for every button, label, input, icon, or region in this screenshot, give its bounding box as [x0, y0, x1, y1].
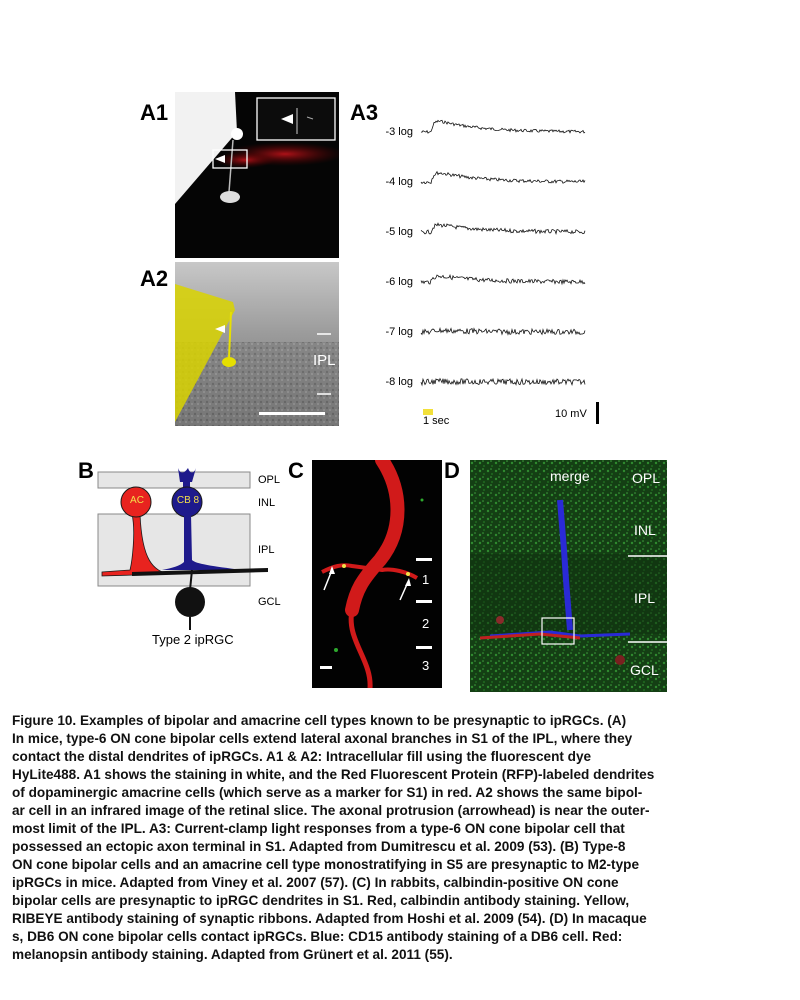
c-stratum-3: 3	[422, 658, 430, 673]
trace-label: -5 log	[385, 226, 413, 238]
b-layer-opl: OPL	[258, 474, 281, 486]
caption-line: bipolar cells are presynaptic to ipRGC dendrites in S1. Red, calbindin antibody staining. Yellow,	[12, 893, 630, 908]
b-layer-inl: INL	[258, 497, 276, 509]
d-title: merge	[550, 468, 590, 484]
voltage-trace	[421, 275, 585, 284]
caption-line: s, DB6 ON cone bipolar cells contact ipRGCs. Blue: CD15 antibody staining of a DB6 cell. Red:	[12, 929, 623, 944]
panel-a3-traces	[375, 110, 605, 430]
panel-a3-label: A3	[350, 100, 379, 125]
scale-bar	[259, 412, 325, 415]
a1-zoom-inset	[257, 98, 335, 140]
caption-line: contact the distal dendrites of ipRGCs. A1 & A2: Intracellular fill using the fluorescent dye	[12, 749, 592, 764]
cb8-cell-label: CB 8	[176, 495, 200, 506]
panel-c-label: C	[288, 458, 304, 483]
caption-line: most limit of the IPL. A3: Current-clamp light responses from a type-6 ON cone bipolar cell that	[12, 821, 625, 836]
caption-line: possessed an ectopic axon terminal in S1. Adapted from Dumitrescu et al. 2009 (53). (B) Type-8	[12, 839, 626, 854]
caption-line: of dopaminergic amacrine cells (which serve as a marker for S1) in red. A2 shows the same bipol-	[12, 785, 643, 800]
voltage-trace	[421, 379, 585, 385]
panel-d-label: D	[444, 458, 460, 483]
d-layer-opl: OPL	[632, 470, 661, 486]
panel-b-diagram	[92, 462, 292, 662]
trace-label: -3 log	[385, 126, 413, 138]
caption-line: RIBEYE antibody staining of synaptic ribbons. Adapted from Hoshi et al. 2009 (54). (D) In macaque	[12, 911, 647, 926]
panel-a2-micrograph	[175, 262, 339, 426]
caption-line: ON cone bipolar cells and an amacrine cell type monostratifying in S5 are presynaptic to M2-type	[12, 857, 639, 872]
panel-a2-label: A2	[140, 266, 169, 291]
trace-label: -8 log	[385, 376, 413, 388]
b-layer-ipl: IPL	[258, 544, 275, 556]
c-stratum-2: 2	[422, 616, 430, 631]
b-layer-gcl: GCL	[258, 596, 281, 608]
d-layer-gcl: GCL	[630, 662, 659, 678]
scale-bar	[320, 666, 332, 669]
figure-caption	[12, 712, 792, 964]
voltage-scale-bar	[596, 402, 599, 424]
d-layer-ipl: IPL	[634, 590, 656, 606]
caption-line: Figure 10. Examples of bipolar and amacrine cell types known to be presynaptic to ipRGCs. (A)	[12, 713, 627, 728]
trace-label: -6 log	[385, 276, 413, 288]
panel-a1-label: A1	[140, 100, 169, 125]
caption-line: HyLite488. A1 shows the staining in white, and the Red Fluorescent Protein (RFP)-labeled dendrites	[12, 767, 655, 782]
b-cell-caption: Type 2 ipRGC	[152, 632, 234, 647]
caption-line: ar cell in an infrared image of the retinal slice. The axonal protrusion (arrowhead) is near the outer-	[12, 803, 650, 818]
voltage-trace	[421, 223, 585, 234]
c-stratum-1: 1	[422, 572, 430, 587]
voltage-scale-label: 10 mV	[555, 408, 587, 420]
voltage-trace	[421, 172, 585, 184]
d-layer-inl: INL	[634, 522, 656, 538]
ac-cell-label: AC	[130, 495, 144, 506]
trace-label: -7 log	[385, 326, 413, 338]
voltage-trace	[421, 328, 585, 334]
a2-ipl-label: IPL	[313, 352, 336, 369]
caption-line: ipRGCs in mice. Adapted from Viney et al. 2007 (57). (C) In rabbits, calbindin-positive ON cone	[12, 875, 619, 890]
trace-label: -4 log	[385, 176, 413, 188]
a1-image	[175, 92, 339, 258]
panel-a1-micrograph	[175, 92, 339, 258]
caption-line: In mice, type-6 ON cone bipolar cells extend lateral axonal branches in S1 of the IPL, where they	[12, 731, 633, 746]
caption-line: melanopsin antibody staining. Adapted from Grünert et al. 2011 (55).	[12, 947, 453, 962]
d-image	[470, 460, 667, 692]
a3-trace-plot	[375, 110, 605, 430]
panel-b-label: B	[78, 458, 94, 483]
a2-image	[175, 262, 339, 426]
panel-c-micrograph	[312, 460, 442, 688]
time-scale-label: 1 sec	[423, 415, 450, 427]
voltage-trace	[421, 120, 585, 133]
panel-d-micrograph	[470, 460, 667, 692]
